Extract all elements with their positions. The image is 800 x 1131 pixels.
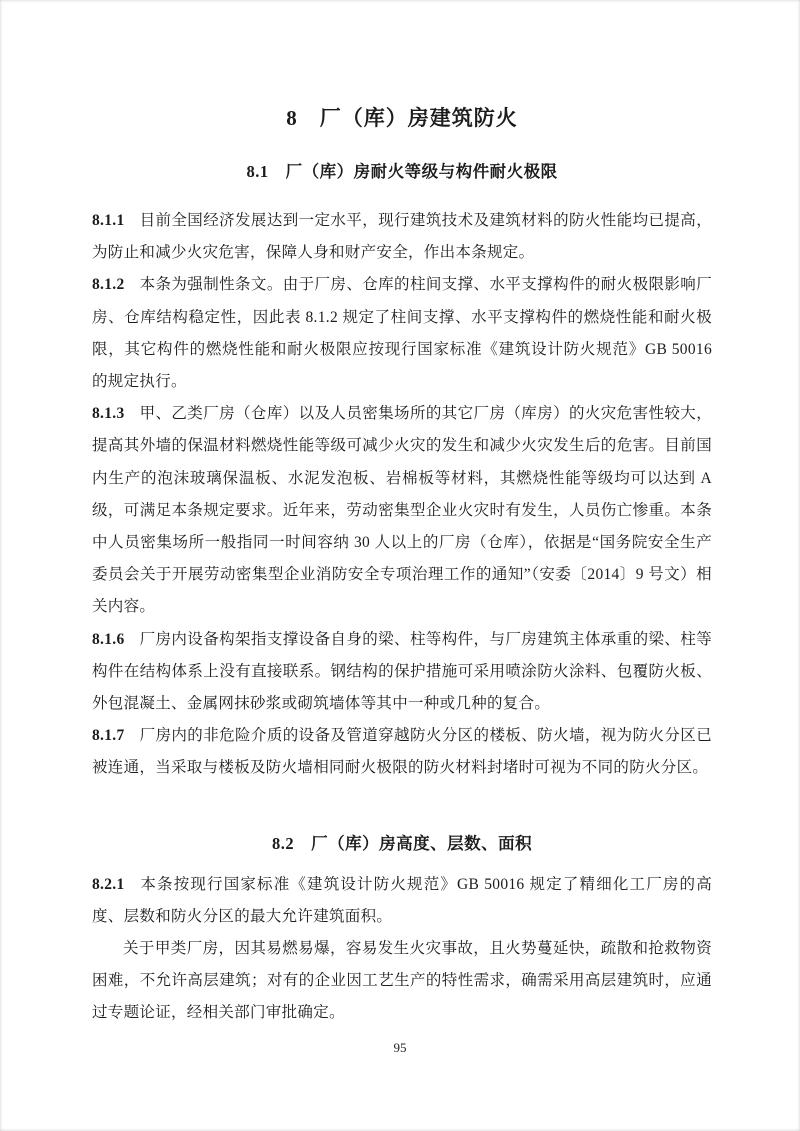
section-heading-8-2: 8.2 厂（库）房高度、层数、面积 [271,833,533,853]
clause-number: 8.1.2 [92,276,125,294]
clause-8-1-1 [92,205,712,269]
chapter-title: 8 厂（库）房建筑防火 [286,106,518,130]
clause-text: 关于甲类厂房，因其易燃易爆，容易发生火灾事故，且火势蔓延快，疏散和抢救物资困难，不允许高层建筑；对有的企业因工艺生产的特性需求，确需采用高层建筑时，应通过专题论证，经相关部门审批确定。 [92,940,712,1022]
clause-number: 8.1.1 [92,212,125,229]
section-8-2-body [92,869,712,1030]
page-number: 95 [393,1040,407,1055]
clause-8-1-6 [92,624,712,721]
clause-number: 8.1.6 [92,630,125,648]
clause-text: 厂房内的非危险介质的设备及管道穿越防火分区的楼板、防火墙，视为防火分区已被连通，当采取与楼板及防火墙相同耐火极限的防火材料封堵时可视为不同的防火分区。 [92,727,712,777]
clause-number: 8.1.7 [92,727,125,745]
section-8-1-body [92,205,712,785]
clause-8-2-1 [92,869,712,933]
clause-text: 本条为强制性条文。由于厂房、仓库的柱间支撑、水平支撑构件的耐火极限影响厂房、仓库结构稳定性，因此表 8.1.2 规定了柱间支撑、水平支撑构件的燃烧性能和耐火极限，其它构件的燃烧性能和耐火极限应按现行国家标准《建筑设计防火规范》GB 50016 的规定执行。 [92,276,712,391]
clause-text: 厂房内设备构架指支撑设备自身的梁、柱等构件，与厂房建筑主体承重的梁、柱等构件在结构体系上没有直接联系。钢结构的保护措施可采用喷涂防火涂料、包覆防火板、外包混凝土、金属网抹砂浆或砌筑墙体等其中一种或几种的复合。 [92,630,712,713]
clause-8-2-1-continuation [92,933,712,1030]
clause-8-1-7 [92,720,712,784]
clause-number: 8.2.1 [92,875,125,893]
section-heading-8-1: 8.1 厂（库）房耐火等级与构件耐火极限 [246,162,558,181]
clause-number: 8.1.3 [92,405,125,423]
clause-8-1-3 [92,398,712,623]
clause-text: 本条按现行国家标准《建筑设计防火规范》GB 50016 规定了精细化工厂房的高度、层数和防火分区的最大允许建筑面积。 [92,875,712,925]
clause-text: 甲、乙类厂房（仓库）以及人员密集场所的其它厂房（库房）的火灾危害性较大，提高其外墙的保温材料燃烧性能等级可减少火灾的发生和减少火灾发生后的危害。目前国内生产的泡沫玻璃保温板、水泥发泡板、岩棉板等材料，其燃烧性能等级均可以达到 A 级，可满足本条规定要求。近年来，劳动密集型企业火灾时有发生，人员伤亡惨重。本条中人员密集场所一般指同一时间容纳 30 人以上的厂房（仓库），依据是“国务院安全生产委员会关于开展劳动密集型企业消防安全专项治理工作的通知”（安委〔2014〕9 号文）相关内容。 [92,405,712,616]
clause-text: 目前全国经济发展达到一定水平，现行建筑技术及建筑材料的防火性能均已提高，为防止和减少火灾危害，保障人身和财产安全，作出本条规定。 [92,212,712,262]
clause-8-1-2 [92,269,712,398]
